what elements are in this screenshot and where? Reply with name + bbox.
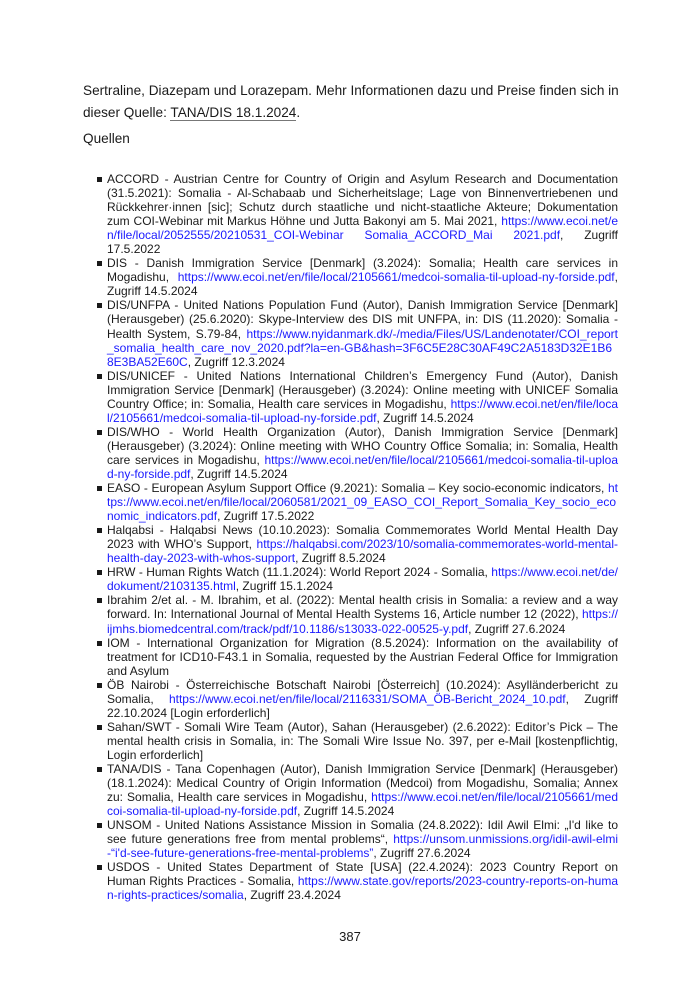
source-access-date: , Zugriff 27.6.2024 xyxy=(468,621,566,636)
bullet-icon xyxy=(97,598,102,603)
source-item xyxy=(107,593,618,635)
bullet-icon xyxy=(97,641,102,646)
bullet-icon xyxy=(97,767,102,772)
source-item xyxy=(107,256,618,298)
source-text: UNSOM - United Nations Assistance Mission in Somalia (24.8.2022): Idil Awil Elmi: „I'd like to see future generations free from mental problems“, xyxy=(107,818,618,847)
source-link[interactable]: https://www.ecoi.net/en/file/local/2105661/medcoi-somalia-til-upload-ny-forside.pdf xyxy=(107,790,618,819)
bullet-icon xyxy=(97,303,102,308)
source-text: DIS/WHO - World Health Organization (Autor), Danish Immigration Service [Denmark] (Herausgeber) (3.2024): Online meeting with WHO Country Office Somalia; in: Somalia, Health care services in Mogadishu, xyxy=(107,424,618,467)
bullet-icon xyxy=(97,430,102,435)
source-link[interactable]: https://www.ecoi.net/en/file/local/2116331/SOMA_ÖB-Bericht_2024_10.pdf xyxy=(168,691,566,706)
source-item xyxy=(107,678,618,720)
source-link[interactable]: https://unsom.unmissions.org/idil-awil-elmi-“i'd-see-future-generations-free-mental-problems” xyxy=(107,832,618,861)
source-text: ACCORD - Austrian Centre for Country of Origin and Asylum Research and Documentation (31.5.2021): Somalia - Al-Schabaab und Sicherheitslage; Lage von Binnenvertriebenen und Rückkehrer·innen [sic]; Schutz durch staatliche und nicht-staatliche Akteure; Dokumentation zum COI-Webinar mit Markus Höhne und Jutta Bakonyi am 5. Mai 2021, xyxy=(107,172,618,229)
reference-link-tana-dis[interactable]: TANA/DIS 18.1.2024 xyxy=(170,105,297,120)
source-text: DIS/UNFPA - United Nations Population Fund (Autor), Danish Immigration Service [Denmark] (Herausgeber) (25.6.2020): Skype-Interview des DIS mit UNFPA, in: DIS (11.2020): Somalia - Health System, S.79-84, xyxy=(107,298,618,341)
source-item xyxy=(107,818,618,860)
source-access-date: , Zugriff 14.5.2024 xyxy=(297,804,395,819)
source-item xyxy=(107,523,618,565)
bullet-icon xyxy=(97,570,102,575)
source-link[interactable]: https://www.ecoi.net/en/file/local/2052555/20210531_COI-Webinar Somalia_ACCORD_Mai 2021.pdf xyxy=(107,214,618,243)
bullet-icon xyxy=(97,177,102,182)
intro-text: Sertraline, Diazepam und Lorazepam. Mehr Informationen dazu und Preise finden sich in dieser Quelle: xyxy=(83,83,619,120)
source-text: IOM - International Organization for Migration (8.5.2024): Information on the availability of treatment for ICD10-F43.1 in Somalia, requested by the Austrian Federal Office for Immigration and Asylum xyxy=(107,635,618,678)
source-item xyxy=(107,636,618,678)
source-item xyxy=(107,172,618,256)
source-access-date: , Zugriff 14.5.2024 xyxy=(107,270,618,299)
sources-heading: Quellen xyxy=(83,131,130,146)
source-item xyxy=(107,369,618,425)
source-text: EASO - European Asylum Support Office (9.2021): Somalia – Key socio-economic indicators, xyxy=(107,481,608,496)
source-link[interactable]: https://www.ecoi.net/en/file/local/2105661/medcoi-somalia-til-upload-ny-forside.pdf xyxy=(107,452,618,481)
source-access-date: , Zugriff 14.5.2024 xyxy=(190,466,288,481)
source-access-date: , Zugriff 17.5.2022 xyxy=(217,509,315,524)
source-text: HRW - Human Rights Watch (11.1.2024): World Report 2024 - Somalia, xyxy=(107,565,492,580)
source-link[interactable]: https://halqabsi.com/2023/10/somalia-commemorates-world-mental-health-day-2023-with-whos-support xyxy=(107,537,618,566)
source-text: ÖB Nairobi - Österreichische Botschaft Nairobi [Österreich] (10.2024): Asylländerbericht zu Somalia, xyxy=(107,677,618,706)
source-link[interactable]: https://www.ecoi.net/de/dokument/2103135.html xyxy=(107,565,618,594)
source-link[interactable]: https://ijmhs.biomedcentral.com/track/pdf/10.1186/s13033-022-00525-y.pdf xyxy=(107,607,618,636)
source-text: DIS - Danish Immigration Service [Denmark] (3.2024): Somalia; Health care services in Mogadishu, xyxy=(107,256,618,285)
source-access-date: , Zugriff 17.5.2022 xyxy=(107,228,618,257)
intro-after: . xyxy=(296,105,301,120)
bullet-icon xyxy=(97,823,102,828)
bullet-icon xyxy=(97,683,102,688)
source-item xyxy=(107,762,618,818)
source-text: Sahan/SWT - Somali Wire Team (Autor), Sahan (Herausgeber) (2.6.2022): Editor’s Pick – The mental health crisis in Somalia, in: The Somali Wire Issue No. 397, per e-Mail [kostenpflichtig, Login erforderlich] xyxy=(107,719,618,762)
source-link[interactable]: https://www.ecoi.net/en/file/local/2105661/medcoi-somalia-til-upload-ny-forside.pdf xyxy=(177,270,615,285)
source-text: USDOS - United States Department of State [USA] (22.4.2024): 2023 Country Report on Human Rights Practices - Somalia, xyxy=(107,860,618,889)
bullet-icon xyxy=(97,725,102,730)
source-access-date: , Zugriff 14.5.2024 xyxy=(376,410,474,425)
bullet-icon xyxy=(97,528,102,533)
source-access-date: , Zugriff 27.6.2024 xyxy=(373,846,471,861)
source-item xyxy=(107,860,618,902)
source-item xyxy=(107,720,618,762)
source-link[interactable]: https://www.nyidanmark.dk/-/media/Files/US/Landenotater/COI_report_somalia_health_care_nov_2020.pdf?la=en-GB&hash=3F6C5E28C30AF49C2A5183D32E1B68E3BA52E60C xyxy=(107,326,618,369)
sources-list xyxy=(107,172,618,902)
source-link[interactable]: https://www.ecoi.net/en/file/local/2105661/medcoi-somalia-til-upload-ny-forside.pdf xyxy=(107,396,618,425)
bullet-icon xyxy=(97,865,102,870)
source-text: Halqabsi - Halqabsi News (10.10.2023): Somalia Commemorates World Mental Health Day 2023 with WHO’s Support, xyxy=(107,523,618,552)
source-access-date: , Zugriff 22.10.2024 [Login erforderlich] xyxy=(107,691,618,720)
source-access-date: , Zugriff 15.1.2024 xyxy=(235,579,333,594)
source-access-date: , Zugriff 12.3.2024 xyxy=(187,354,285,369)
source-item xyxy=(107,298,618,368)
source-text: DIS/UNICEF - United Nations International Children’s Emergency Fund (Autor), Danish Immigration Service [Denmark] (Herausgeber) (3.2024): Online meeting with UNICEF Somalia Country Office; in: Somalia, Health care services in Mogadishu, xyxy=(107,368,618,411)
intro-paragraph xyxy=(83,80,623,124)
source-text: Ibrahim 2/et al. - M. Ibrahim, et al. (2022): Mental health crisis in Somalia: a review and a way forward. In: International Journal of Mental Health Systems 16, Article number 12 (2022), xyxy=(107,593,618,622)
source-item xyxy=(107,481,618,523)
source-link[interactable]: https://www.ecoi.net/en/file/local/2060581/2021_09_EASO_COI_Report_Somalia_Key_socio_economic_indicators.pdf xyxy=(107,481,618,524)
bullet-icon xyxy=(97,261,102,266)
source-link[interactable]: https://www.state.gov/reports/2023-country-reports-on-human-rights-practices/somalia xyxy=(107,874,618,903)
bullet-icon xyxy=(97,374,102,379)
source-access-date: , Zugriff 8.5.2024 xyxy=(295,551,386,566)
source-item xyxy=(107,565,618,593)
source-item xyxy=(107,425,618,481)
source-text: TANA/DIS - Tana Copenhagen (Autor), Danish Immigration Service [Denmark] (Herausgeber) (18.1.2024): Medical Country of Origin Information (Medcoi) from Mogadishu, Somalia; Annex zu: Somalia, Health care services in Mogadishu, xyxy=(107,761,618,805)
bullet-icon xyxy=(97,486,102,491)
source-access-date: , Zugriff 23.4.2024 xyxy=(243,888,341,903)
page-number: 387 xyxy=(339,929,361,944)
